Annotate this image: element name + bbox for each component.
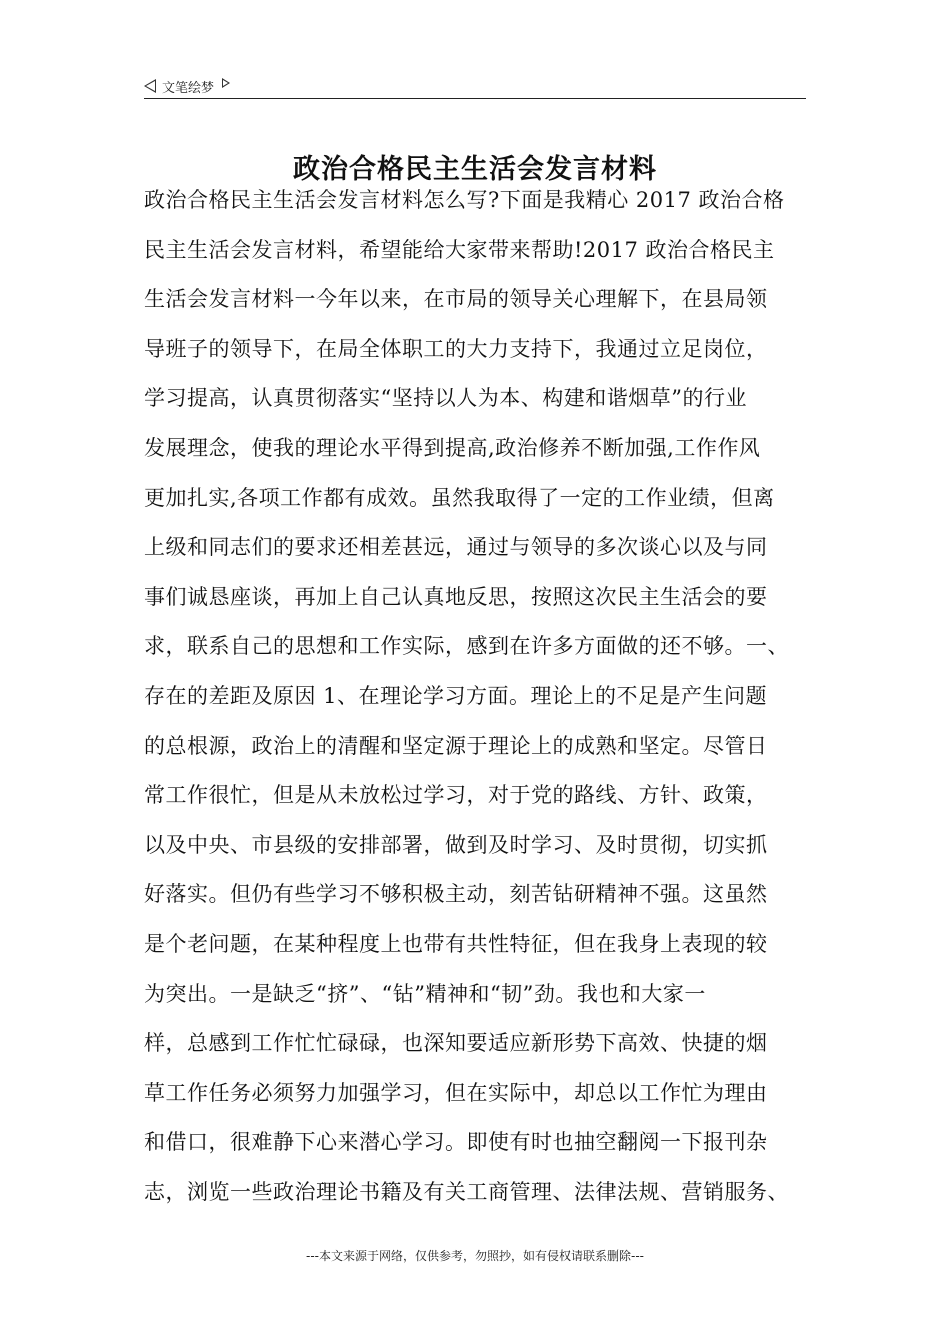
- body-line: 常工作很忙，但是从未放松过学习，对于党的路线、方针、政策，: [144, 783, 768, 808]
- body-line: 导班子的领导下，在局全体职工的大力支持下，我通过立足岗位，: [144, 336, 768, 361]
- body-line: 的总根源，政治上的清醒和坚定源于理论上的成熟和坚定。尽管日: [144, 733, 768, 758]
- body-line: 以及中央、市县级的安排部署，做到及时学习、及时贯彻，切实抓: [144, 832, 768, 857]
- body-line: 样，总感到工作忙忙碌碌，也深知要适应新形势下高效、快捷的烟: [144, 1031, 768, 1056]
- body-line: 政治合格民主生活会发言材料怎么写?下面是我精心 2017 政治合格: [144, 188, 785, 212]
- body-line: 为突出。一是缺乏“挤”、“钻”精神和“韧”劲。我也和大家一: [144, 981, 706, 1006]
- body-line: 发展理念，使我的理论水平得到提高,政治修养不断加强,工作作风: [144, 435, 761, 460]
- body-line: 更加扎实,各项工作都有成效。虽然我取得了一定的工作业绩，但离: [144, 485, 775, 510]
- document-title: 政治合格民主生活会发言材料: [293, 154, 657, 186]
- body-line: 生活会发言材料一今年以来，在市局的领导关心理解下，在县局领: [144, 287, 768, 312]
- body-line: 学习提高，认真贯彻落实“坚持以人为本、构建和谐烟草”的行业: [144, 386, 747, 411]
- header-divider: [144, 98, 806, 99]
- footer-disclaimer: ---本文来源于网络，仅供参考，勿照抄，如有侵权请联系删除---: [306, 1249, 644, 1263]
- body-line: 事们诚恳座谈，再加上自己认真地反思，按照这次民主生活会的要: [144, 584, 768, 609]
- triangle-left-icon: [144, 79, 156, 93]
- body-line: 民主生活会发言材料，希望能给大家带来帮助!2017 政治合格民主: [144, 237, 775, 262]
- body-line: 求，联系自己的思想和工作实际，感到在许多方面做的还不够。一、: [144, 634, 789, 659]
- document-body: [144, 180, 820, 1221]
- body-line: 志，浏览一些政治理论书籍及有关工商管理、法律法规、营销服务、: [144, 1179, 789, 1204]
- body-line: 和借口，很难静下心来潜心学习。即使有时也抽空翻阅一下报刊杂: [144, 1130, 768, 1155]
- body-line: 草工作任务必须努力加强学习，但在实际中，却总以工作忙为理由: [144, 1080, 768, 1105]
- body-line: 好落实。但仍有些学习不够积极主动，刻苦钻研精神不强。这虽然: [144, 882, 768, 907]
- triangle-right-icon: [222, 78, 230, 88]
- header-brand: 文笔绘梦: [162, 80, 215, 96]
- body-line: 存在的差距及原因 1、在理论学习方面。理论上的不足是产生问题: [144, 683, 768, 708]
- page-header: [144, 74, 806, 98]
- body-line: 上级和同志们的要求还相差甚远，通过与领导的多次谈心以及与同: [144, 535, 768, 560]
- body-line: 是个老问题，在某种程度上也带有共性特征，但在我身上表现的较: [144, 931, 768, 956]
